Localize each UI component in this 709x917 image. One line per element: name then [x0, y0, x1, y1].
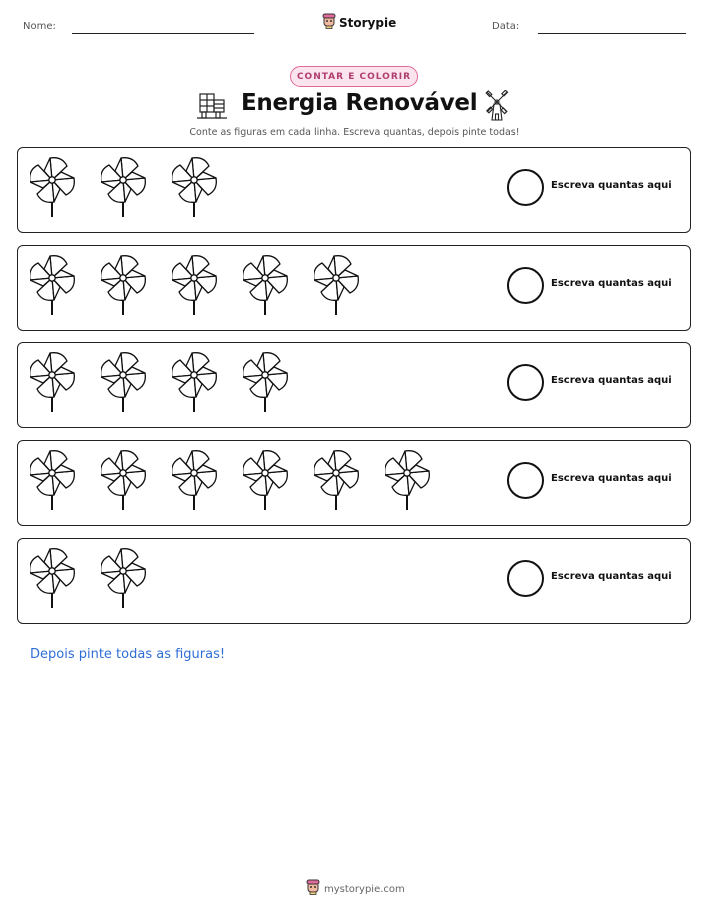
- page-title: Energia Renovável: [241, 90, 478, 116]
- title-block: [196, 90, 516, 124]
- name-line[interactable]: [72, 33, 254, 34]
- pinwheel-icon[interactable]: [172, 447, 243, 515]
- counting-row: [17, 245, 691, 331]
- pinwheel-icon[interactable]: [101, 447, 172, 515]
- answer-circle[interactable]: [507, 364, 544, 401]
- answer-label: Escreva quantas aqui: [551, 571, 672, 582]
- answer-label: Escreva quantas aqui: [551, 278, 672, 289]
- answer-label: Escreva quantas aqui: [551, 375, 672, 386]
- counting-row: [17, 440, 691, 526]
- answer-circle[interactable]: [507, 267, 544, 304]
- answer-circle[interactable]: [507, 560, 544, 597]
- counting-row: [17, 342, 691, 428]
- name-label: Nome:: [23, 21, 56, 32]
- pinwheel-icon[interactable]: [172, 349, 243, 417]
- figures-group: [30, 154, 243, 222]
- pinwheel-icon[interactable]: [101, 252, 172, 320]
- instructions: Conte as figuras em cada linha. Escreva quantas, depois pinte todas!: [189, 127, 520, 138]
- counting-row: [17, 147, 691, 233]
- solar-panel-icon: [196, 91, 228, 125]
- pinwheel-icon[interactable]: [101, 154, 172, 222]
- footer-brand: [306, 879, 405, 899]
- brand-logo: [322, 13, 396, 33]
- answer-circle[interactable]: [507, 462, 544, 499]
- pinwheel-icon[interactable]: [30, 349, 101, 417]
- storypie-mascot-icon: [322, 13, 336, 33]
- figures-group: [30, 545, 172, 613]
- pinwheel-icon[interactable]: [314, 447, 385, 515]
- pinwheel-icon[interactable]: [172, 154, 243, 222]
- pinwheel-icon[interactable]: [243, 349, 314, 417]
- pinwheel-icon[interactable]: [243, 447, 314, 515]
- pinwheel-icon[interactable]: [101, 545, 172, 613]
- answer-label: Escreva quantas aqui: [551, 180, 672, 191]
- activity-badge: CONTAR E COLORIR: [290, 66, 418, 87]
- figures-group: [30, 447, 456, 515]
- counting-row: [17, 538, 691, 624]
- pinwheel-icon[interactable]: [30, 154, 101, 222]
- brand-name: Storypie: [339, 16, 397, 30]
- storypie-mascot-icon: [306, 879, 320, 899]
- answer-label: Escreva quantas aqui: [551, 473, 672, 484]
- figures-group: [30, 252, 385, 320]
- answer-circle[interactable]: [507, 169, 544, 206]
- footer-note: Depois pinte todas as figuras!: [30, 647, 226, 662]
- footer-url[interactable]: mystorypie.com: [324, 883, 405, 895]
- windmill-icon: [483, 90, 511, 126]
- pinwheel-icon[interactable]: [172, 252, 243, 320]
- pinwheel-icon[interactable]: [30, 447, 101, 515]
- pinwheel-icon[interactable]: [101, 349, 172, 417]
- figures-group: [30, 349, 314, 417]
- pinwheel-icon[interactable]: [314, 252, 385, 320]
- pinwheel-icon[interactable]: [30, 545, 101, 613]
- pinwheel-icon[interactable]: [243, 252, 314, 320]
- date-label: Data:: [492, 21, 520, 32]
- date-line[interactable]: [538, 33, 686, 34]
- pinwheel-icon[interactable]: [30, 252, 101, 320]
- pinwheel-icon[interactable]: [385, 447, 456, 515]
